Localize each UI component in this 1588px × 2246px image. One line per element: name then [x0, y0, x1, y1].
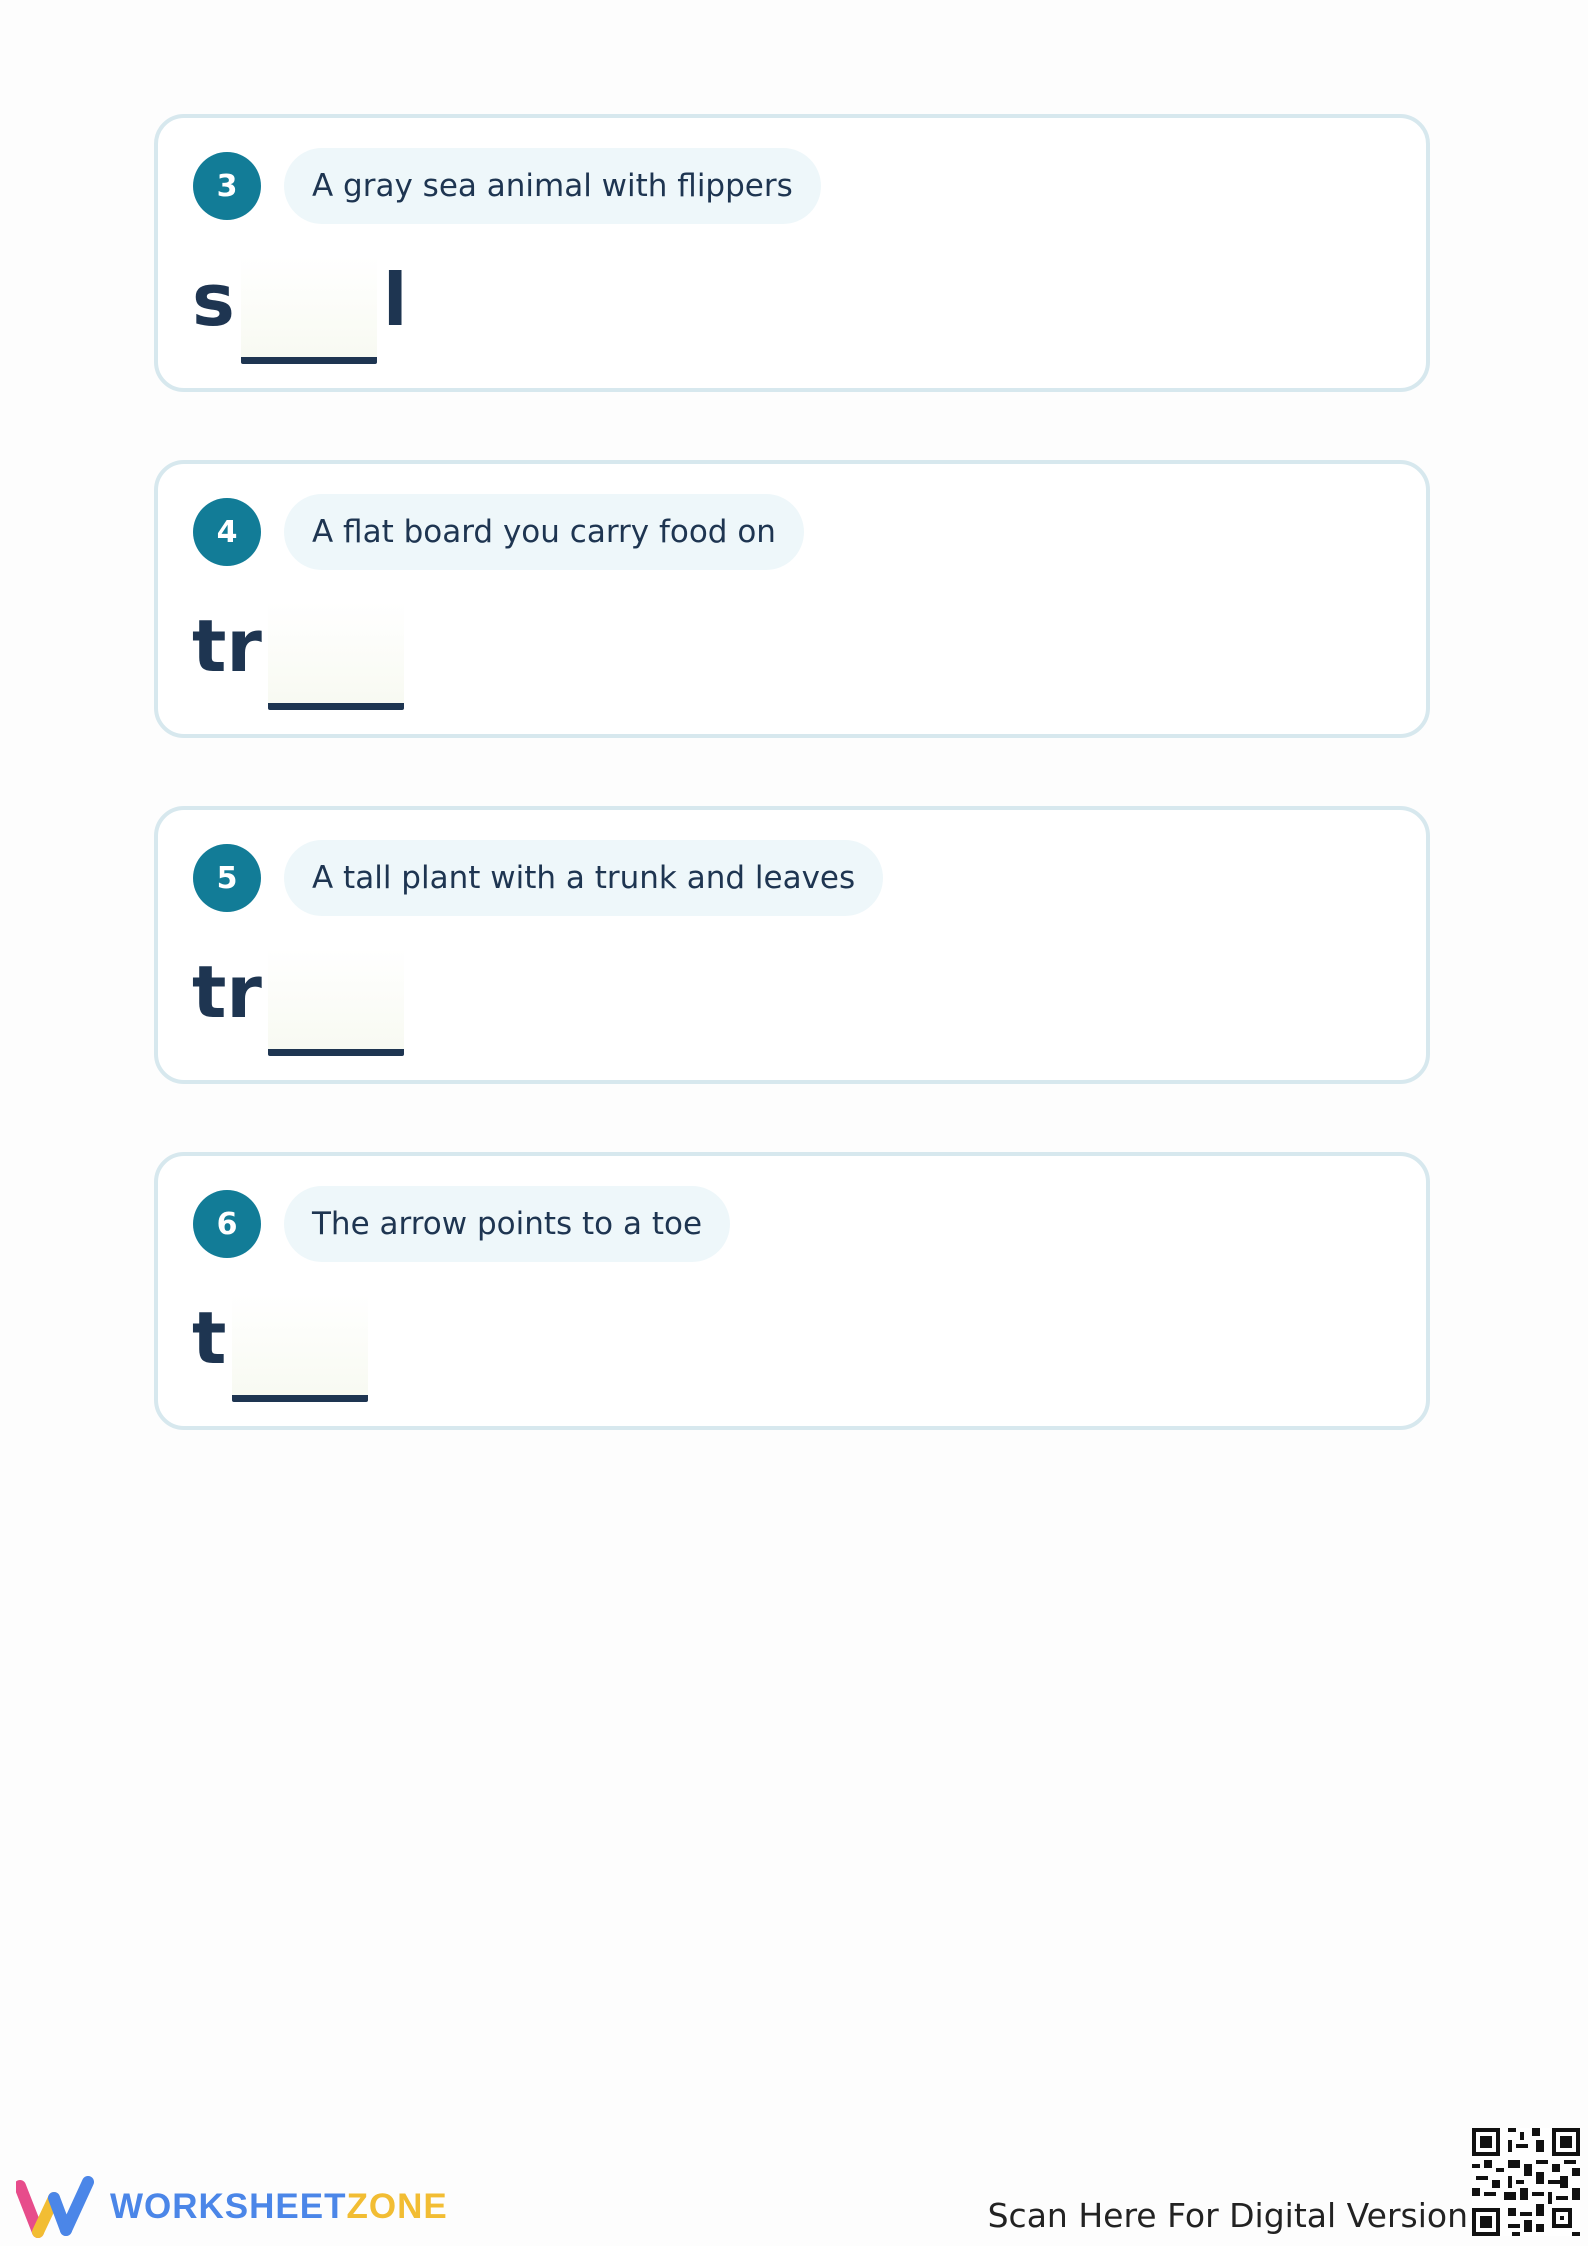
word-prefix: tr — [192, 950, 262, 1034]
brand-name — [110, 2187, 448, 2227]
word-row — [192, 254, 408, 364]
brand-logo — [16, 2176, 448, 2238]
word-prefix: tr — [192, 604, 262, 688]
answer-blank[interactable] — [232, 1294, 368, 1402]
question-number: 3 — [193, 152, 261, 220]
worksheetzone-logo-icon — [16, 2176, 94, 2238]
answer-blank[interactable] — [268, 602, 404, 710]
clue-text: A gray sea animal with flippers — [284, 148, 821, 224]
word-row — [192, 600, 410, 710]
question-card-6 — [154, 1152, 1430, 1430]
scan-caption: Scan Here For Digital Version — [987, 2196, 1468, 2235]
qr-code-icon[interactable] — [1472, 2128, 1580, 2236]
clue-text: A tall plant with a trunk and leaves — [284, 840, 883, 916]
word-suffix: l — [382, 258, 408, 342]
word-row — [192, 946, 410, 1056]
clue-text: A flat board you carry food on — [284, 494, 804, 570]
question-card-4 — [154, 460, 1430, 738]
word-prefix: s — [192, 258, 235, 342]
question-card-3 — [154, 114, 1430, 392]
answer-blank[interactable] — [241, 256, 377, 364]
answer-blank[interactable] — [268, 948, 404, 1056]
question-number: 5 — [193, 844, 261, 912]
brand-name-part1: WORKSHEET — [110, 2187, 347, 2226]
clue-text: The arrow points to a toe — [284, 1186, 730, 1262]
question-number: 4 — [193, 498, 261, 566]
brand-name-part2: ZONE — [346, 2187, 448, 2226]
word-row — [192, 1292, 374, 1402]
word-prefix: t — [192, 1296, 227, 1380]
question-number: 6 — [193, 1190, 261, 1258]
question-card-5 — [154, 806, 1430, 1084]
